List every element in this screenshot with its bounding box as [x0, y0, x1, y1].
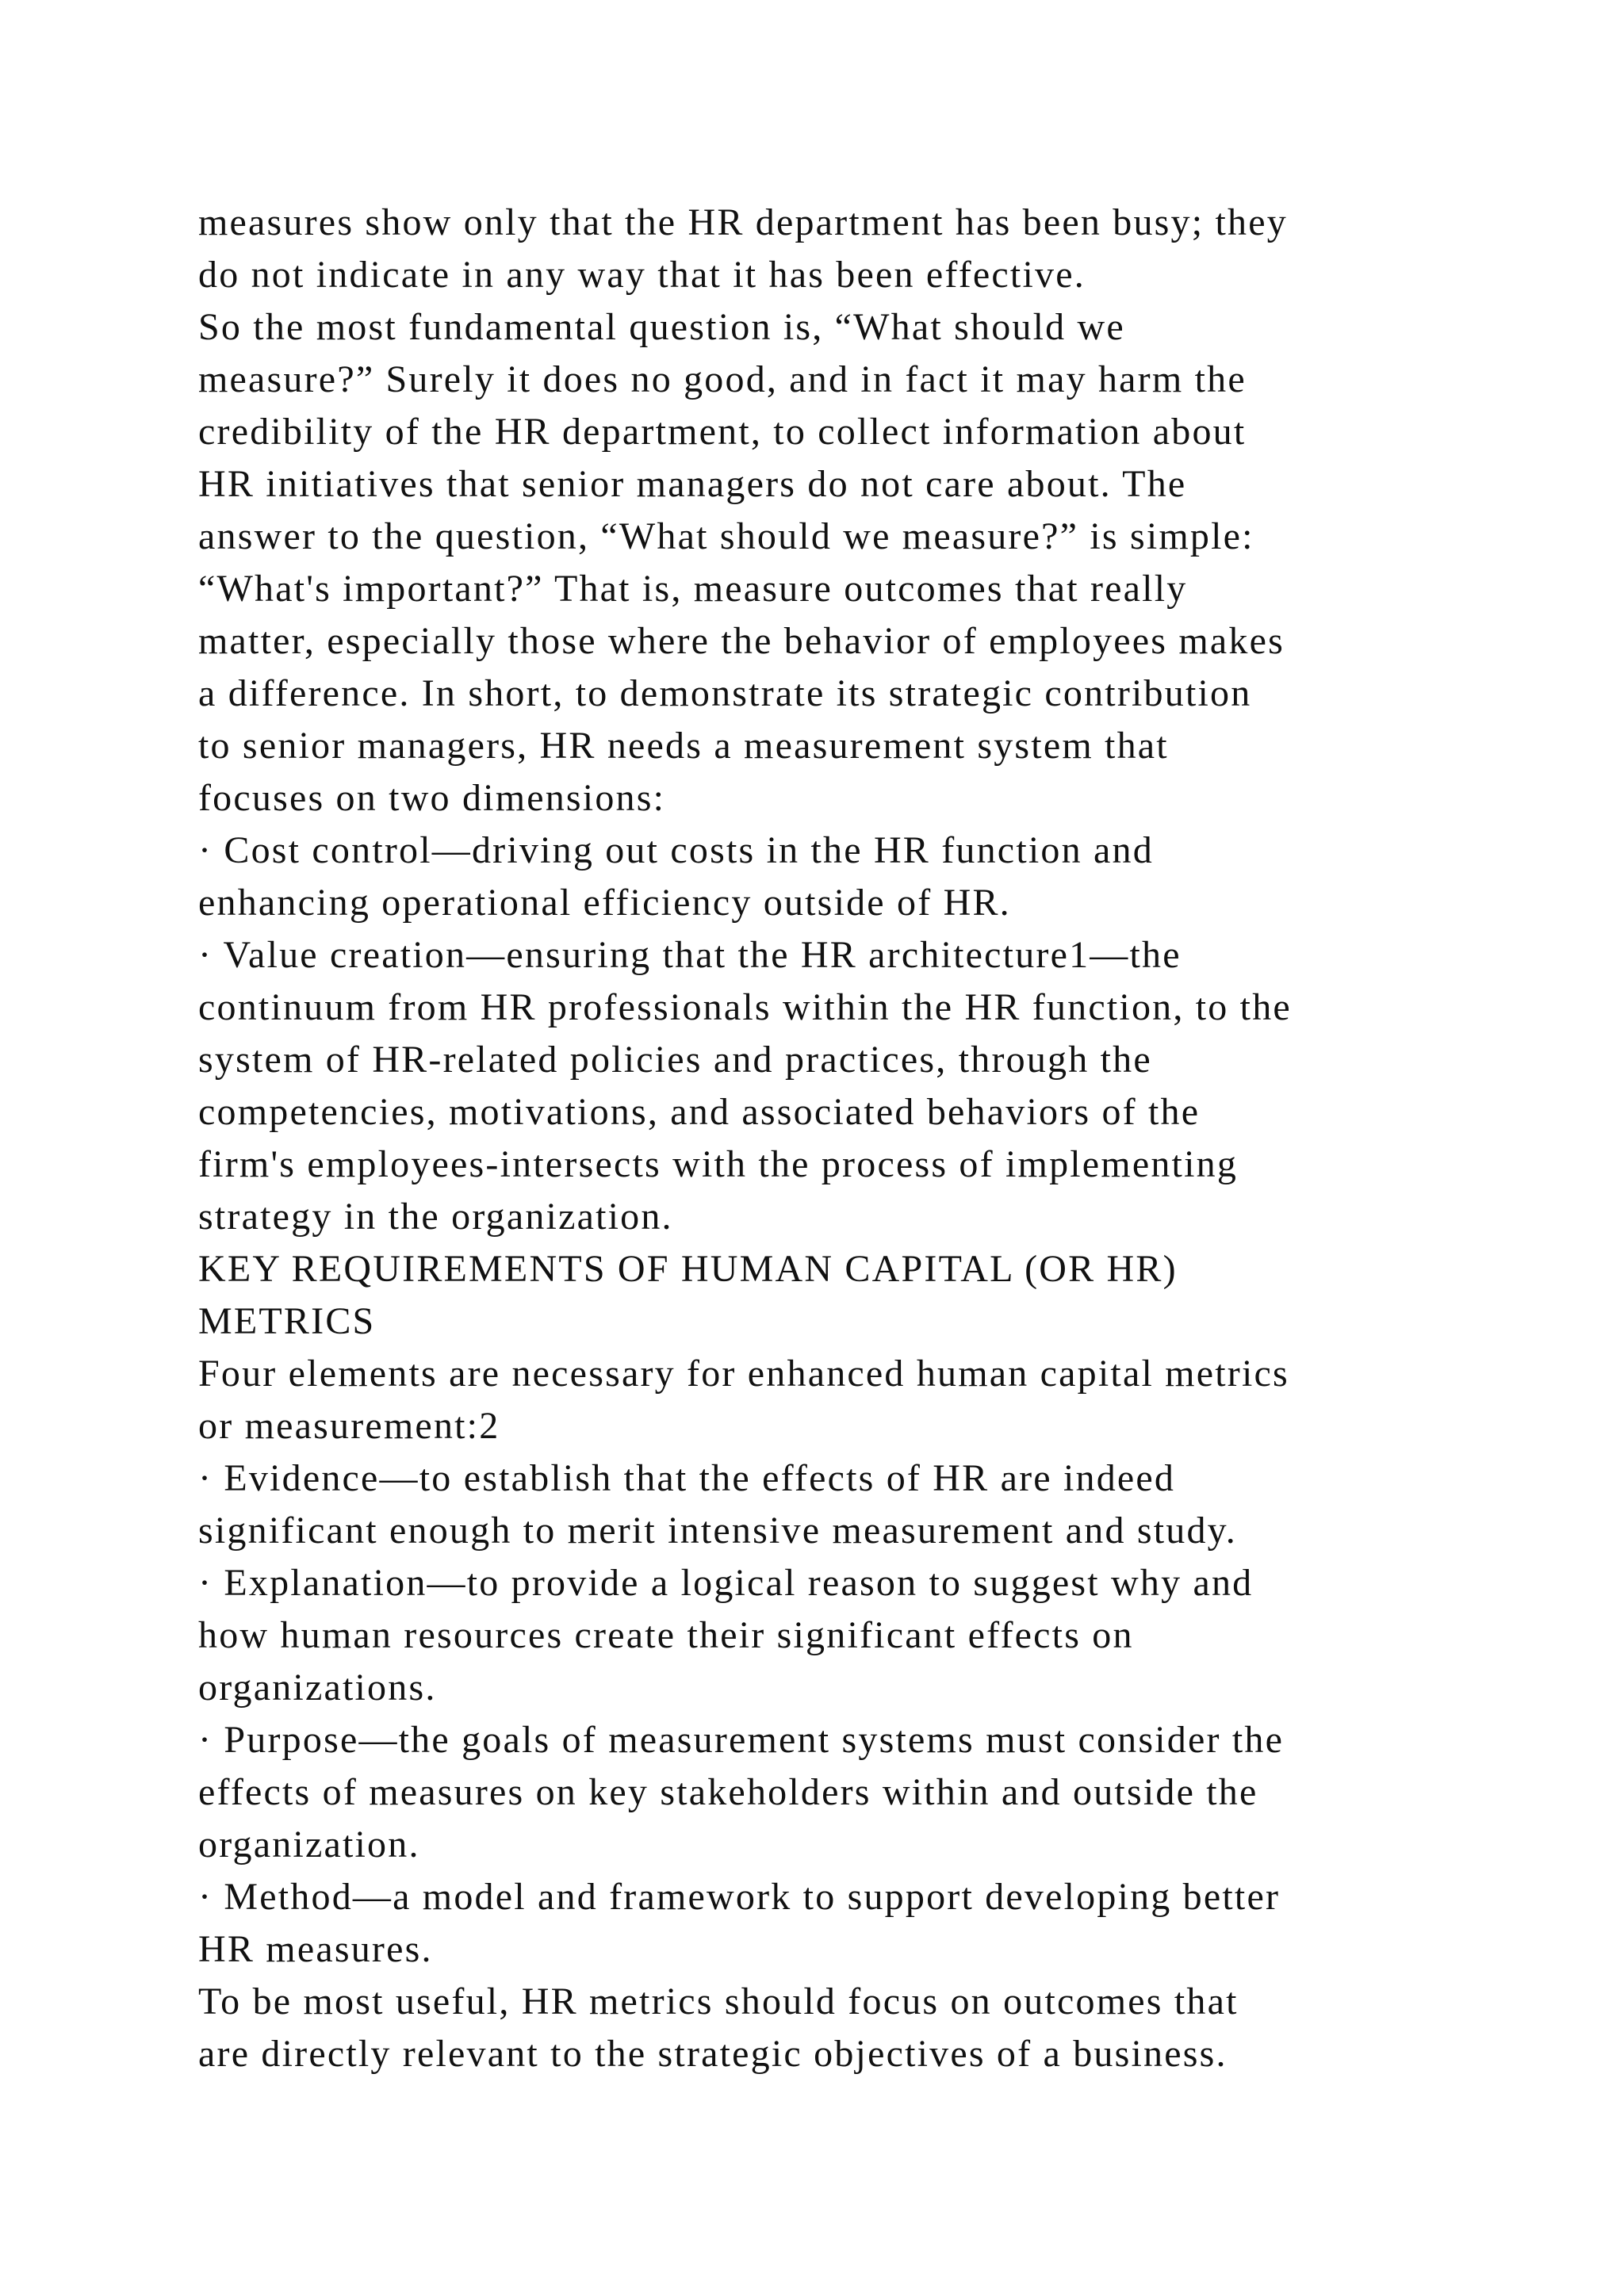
text-line: So the most fundamental question is, “What should we [198, 306, 1125, 348]
text-line: system of HR-related policies and practices, through the [198, 1039, 1152, 1081]
text-line: firm's employees-intersects with the process of implementing [198, 1143, 1239, 1185]
text-line: continuum from HR professionals within the HR function, to the [198, 986, 1292, 1028]
bullet-line: · Evidence—to establish that the effects of HR are indeed [198, 1457, 1176, 1499]
text-line: To be most useful, HR metrics should focus on outcomes that [198, 1980, 1239, 2022]
text-line: strategy in the organization. [198, 1196, 673, 1238]
text-line: organization. [198, 1823, 420, 1866]
text-line: how human resources create their significant effects on [198, 1614, 1134, 1656]
bullet-line: · Value creation—ensuring that the HR architecture1—the [198, 934, 1182, 976]
text-line: organizations. [198, 1667, 437, 1709]
text-line: effects of measures on key stakeholders within and outside the [198, 1771, 1258, 1813]
text-line: Four elements are necessary for enhanced human capital metrics [198, 1353, 1289, 1395]
section-heading: METRICS [198, 1300, 376, 1342]
text-line: measure?” Surely it does no good, and in fact it may harm the [198, 358, 1247, 400]
bullet-line: · Explanation—to provide a logical reason to suggest why and [198, 1562, 1254, 1604]
text-line: HR initiatives that senior managers do not care about. The [198, 463, 1187, 505]
bullet-line: · Cost control—driving out costs in the HR function and [198, 829, 1154, 871]
bullet-line: · Purpose—the goals of measurement systems must consider the [198, 1719, 1285, 1761]
document-text [198, 197, 1499, 2080]
text-line: enhancing operational efficiency outside of HR. [198, 882, 1011, 924]
text-line: do not indicate in any way that it has been effective. [198, 254, 1086, 296]
text-line: focuses on two dimensions: [198, 777, 666, 819]
text-line: measures show only that the HR department has been busy; they [198, 201, 1288, 243]
text-line: answer to the question, “What should we measure?” is simple: [198, 515, 1254, 557]
text-line: matter, especially those where the behavior of employees makes [198, 620, 1285, 662]
text-line: HR measures. [198, 1928, 433, 1970]
text-line: a difference. In short, to demonstrate its strategic contribution [198, 672, 1252, 714]
text-line: “What's important?” That is, measure outcomes that really [198, 568, 1188, 610]
text-line: competencies, motivations, and associated behaviors of the [198, 1091, 1201, 1133]
bullet-line: · Method—a model and framework to support developing better [198, 1876, 1281, 1918]
text-line: significant enough to merit intensive measurement and study. [198, 1510, 1237, 1552]
text-line: are directly relevant to the strategic objectives of a business. [198, 2033, 1228, 2075]
section-heading: KEY REQUIREMENTS OF HUMAN CAPITAL (OR HR) [198, 1248, 1178, 1290]
text-line: or measurement:2 [198, 1405, 500, 1447]
text-line: credibility of the HR department, to collect information about [198, 411, 1247, 453]
text-line: to senior managers, HR needs a measurement system that [198, 725, 1169, 767]
